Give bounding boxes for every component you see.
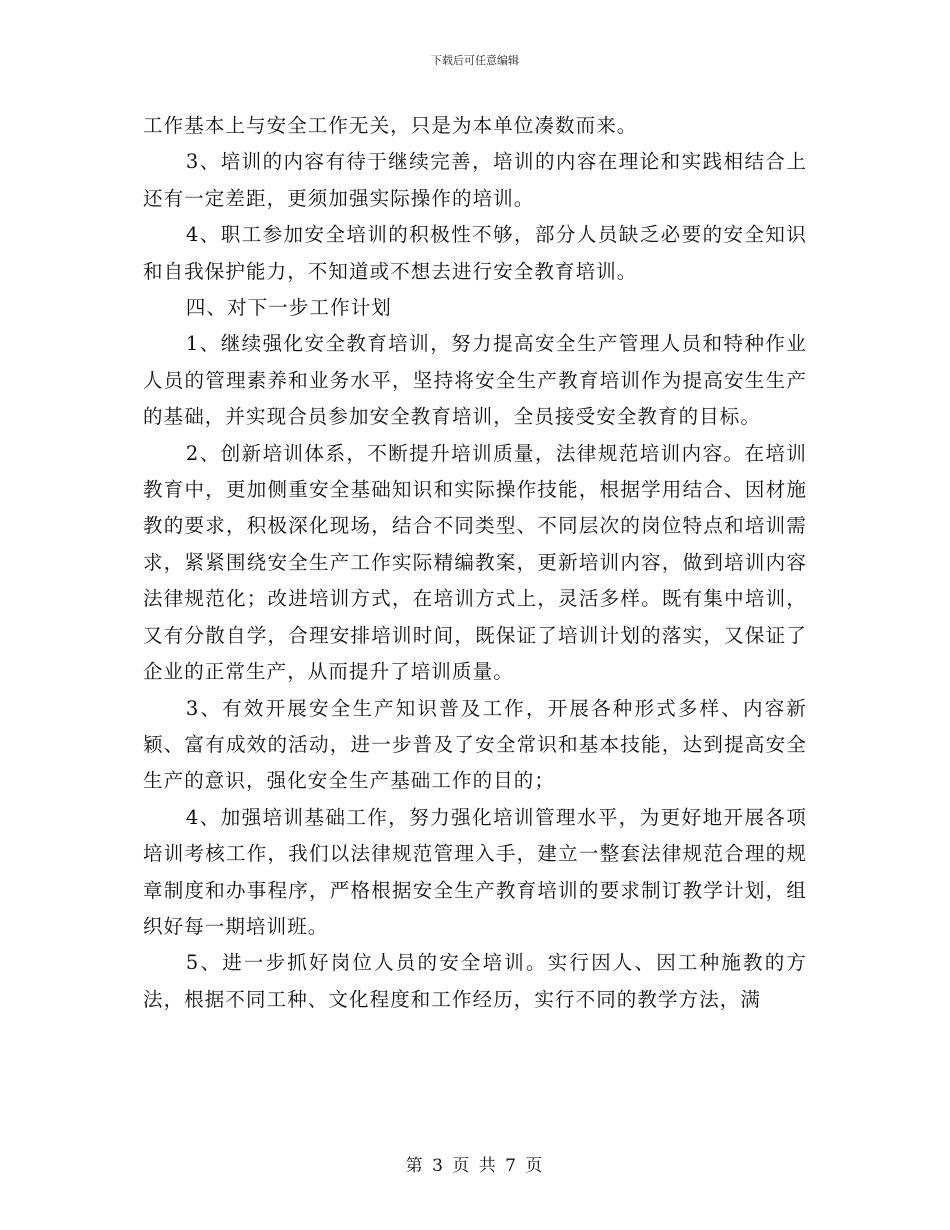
paragraph-item-3: 3、培训的内容有待于继续完善，培训的内容在理论和实践相结合上还有一定差距，更须加强实际操作的培训。 [143,150,807,210]
plan-item-3: 3、有效开展安全生产知识普及工作，开展各种形式多样、内容新颖、富有成效的活动，进一步普及了安全常识和基本技能，达到提高安全生产的意识，强化安全生产基础工作的目的； [143,696,807,793]
plan-item-1: 1、继续强化安全教育培训，努力提高安全生产管理人员和特种作业人员的管理素养和业务水平，坚持将安全生产教育培训作为提高安生生产的基础，并实现合员参加安全教育培训，全员接受安全教育的目标。 [143,332,807,429]
section-heading: 四、对下一步工作计划 [185,296,392,320]
document-body [143,108,807,1018]
plan-item-5: 5、进一步抓好岗位人员的安全培训。实行因人、因工种施教的方法，根据不同工种、文化程度和工作经历，实行不同的教学方法，满 [143,951,807,1011]
page-number: 第 3 页 共 7 页 [405,1156,545,1176]
plan-item-4: 4、加强培训基础工作，努力强化培训管理水平，为更好地开展各项培训考核工作，我们以法律规范管理入手，建立一整套法律规范合理的规章制度和办事程序，严格根据安全生产教育培训的要求制订教学计划，组织好每一期培训班。 [143,805,807,938]
page-header: 下载后可任意编辑 [431,54,519,67]
paragraph-item-4: 4、职工参加安全培训的积极性不够，部分人员缺乏必要的安全知识和自我保护能力，不知道或不想去进行安全教育培训。 [143,223,807,283]
plan-item-2: 2、创新培训体系，不断提升培训质量，法律规范培训内容。在培训教育中，更加侧重安全基础知识和实际操作技能，根据学用结合、因材施教的要求，积极深化现场，结合不同类型、不同层次的岗位特点和培训需求，紧紧围绕安全生产工作实际精编教案，更新培训内容，做到培训内容法律规范化；改进培训方式，在培训方式上，灵活多样。既有集中培训，又有分散自学，合理安排培训时间，既保证了培训计划的落实，又保证了企业的正常生产，从而提升了培训质量。 [143,441,807,684]
paragraph-continuation: 工作基本上与安全工作无关，只是为本单位凑数而来。 [143,114,638,137]
